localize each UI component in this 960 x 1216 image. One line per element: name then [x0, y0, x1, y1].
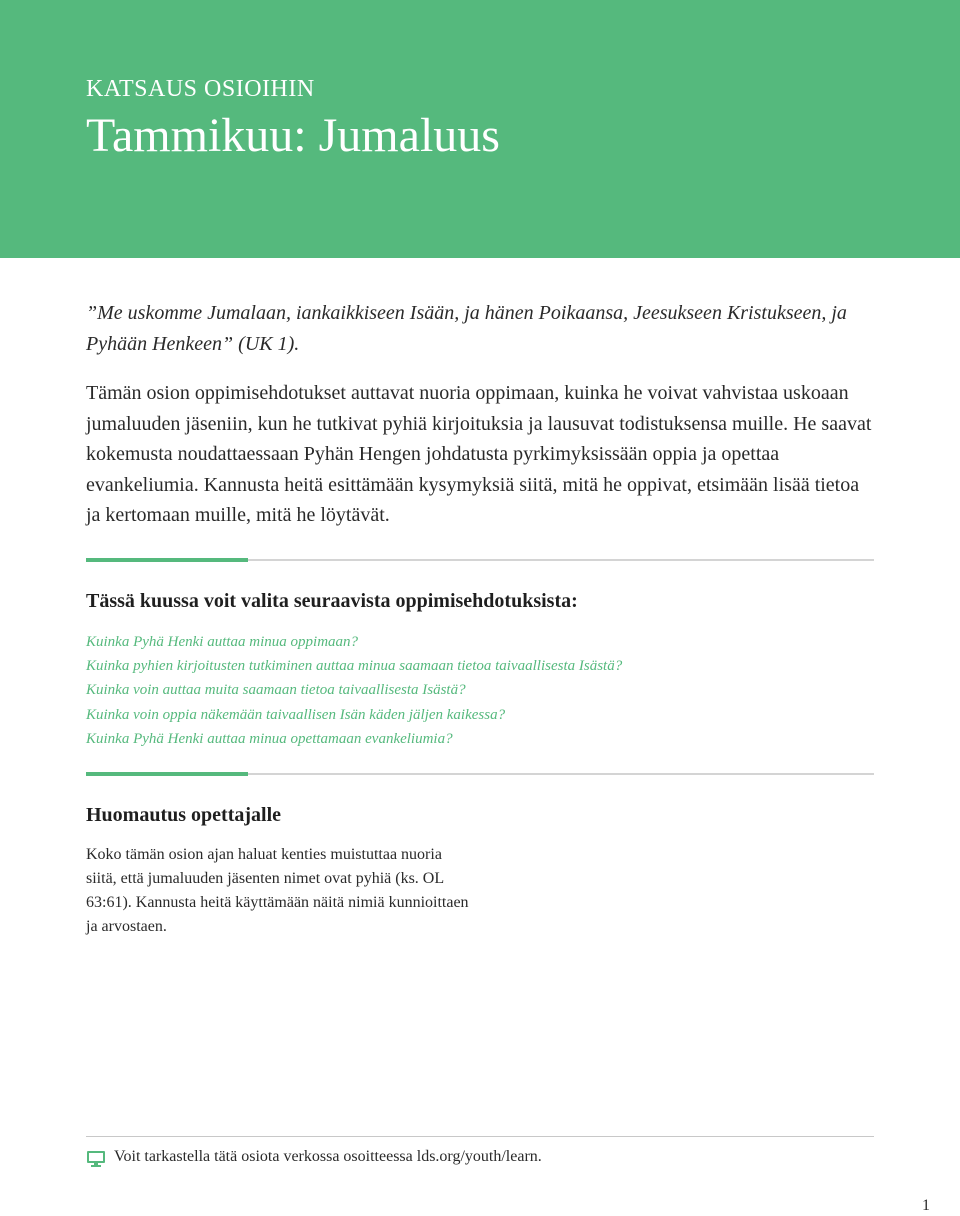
scripture-quote: ”Me uskomme Jumalaan, iankaikkiseen Isään, ja hänen Poikaansa, Jeesukseen Kristukseen, ja Pyhään Henkeen” (UK 1).: [86, 302, 847, 355]
footer-text: Voit tarkastella tätä osiota verkossa osoitteessa lds.org/youth/learn.: [114, 1148, 542, 1165]
section-divider: [86, 559, 874, 561]
outline-link[interactable]: Kuinka voin oppia näkemään taivaallisen Isän käden jäljen kaikessa?: [86, 706, 506, 723]
divider-accent: [86, 558, 248, 562]
teacher-note-heading: Huomautus opettajalle: [86, 804, 281, 826]
outline-link[interactable]: Kuinka Pyhä Henki auttaa minua oppimaan?: [86, 634, 359, 650]
outline-list: [86, 630, 622, 751]
header-band: [0, 0, 960, 258]
teacher-note-body: Koko tämän osion ajan haluat kenties muistuttaa nuoria siitä, että jumaluuden jäsenten nimet ovat pyhiä (ks. OL 63:61). Kannusta heitä käyttämään näitä nimiä kunnioittaen ja arvostaen.: [86, 846, 469, 935]
intro-paragraph: Tämän osion oppimisehdotukset auttavat nuoria oppimaan, kuinka he voivat vahvistaa uskoaan jumaluuden jäseniin, kun he tutkivat pyhiä kirjoituksia ja lausuvat todistuksensa muille. He saavat kokemusta noudattaessaan Pyhän Hengen johdatusta pyrkimyksissään oppia ja opettaa evankeliumia. Kannusta heitä esittämään kysymyksiä siitä, mitä he oppivat, etsimään lisää tietoa ja kertomaan muille, mitä he löytävät.: [86, 382, 872, 526]
outline-link[interactable]: Kuinka pyhien kirjoitusten tutkiminen auttaa minua saamaan tietoa taivaallisesta Isästä?: [86, 658, 623, 675]
outline-link[interactable]: Kuinka voin auttaa muita saamaan tietoa taivaallisesta Isästä?: [86, 682, 466, 699]
section-divider: [86, 773, 874, 775]
monitor-icon: [86, 1150, 106, 1168]
section-kicker: KATSAUS OSIOIHIN: [86, 76, 315, 102]
outline-link[interactable]: Kuinka Pyhä Henki auttaa minua opettamaan evankeliumia?: [86, 730, 453, 747]
page-title: Tammikuu: Jumaluus: [86, 109, 500, 162]
outlines-heading: Tässä kuussa voit valita seuraavista oppimisehdotuksista:: [86, 590, 578, 612]
divider-accent: [86, 772, 248, 776]
footer-rule: [86, 1136, 874, 1137]
page-number: 1: [922, 1197, 930, 1214]
